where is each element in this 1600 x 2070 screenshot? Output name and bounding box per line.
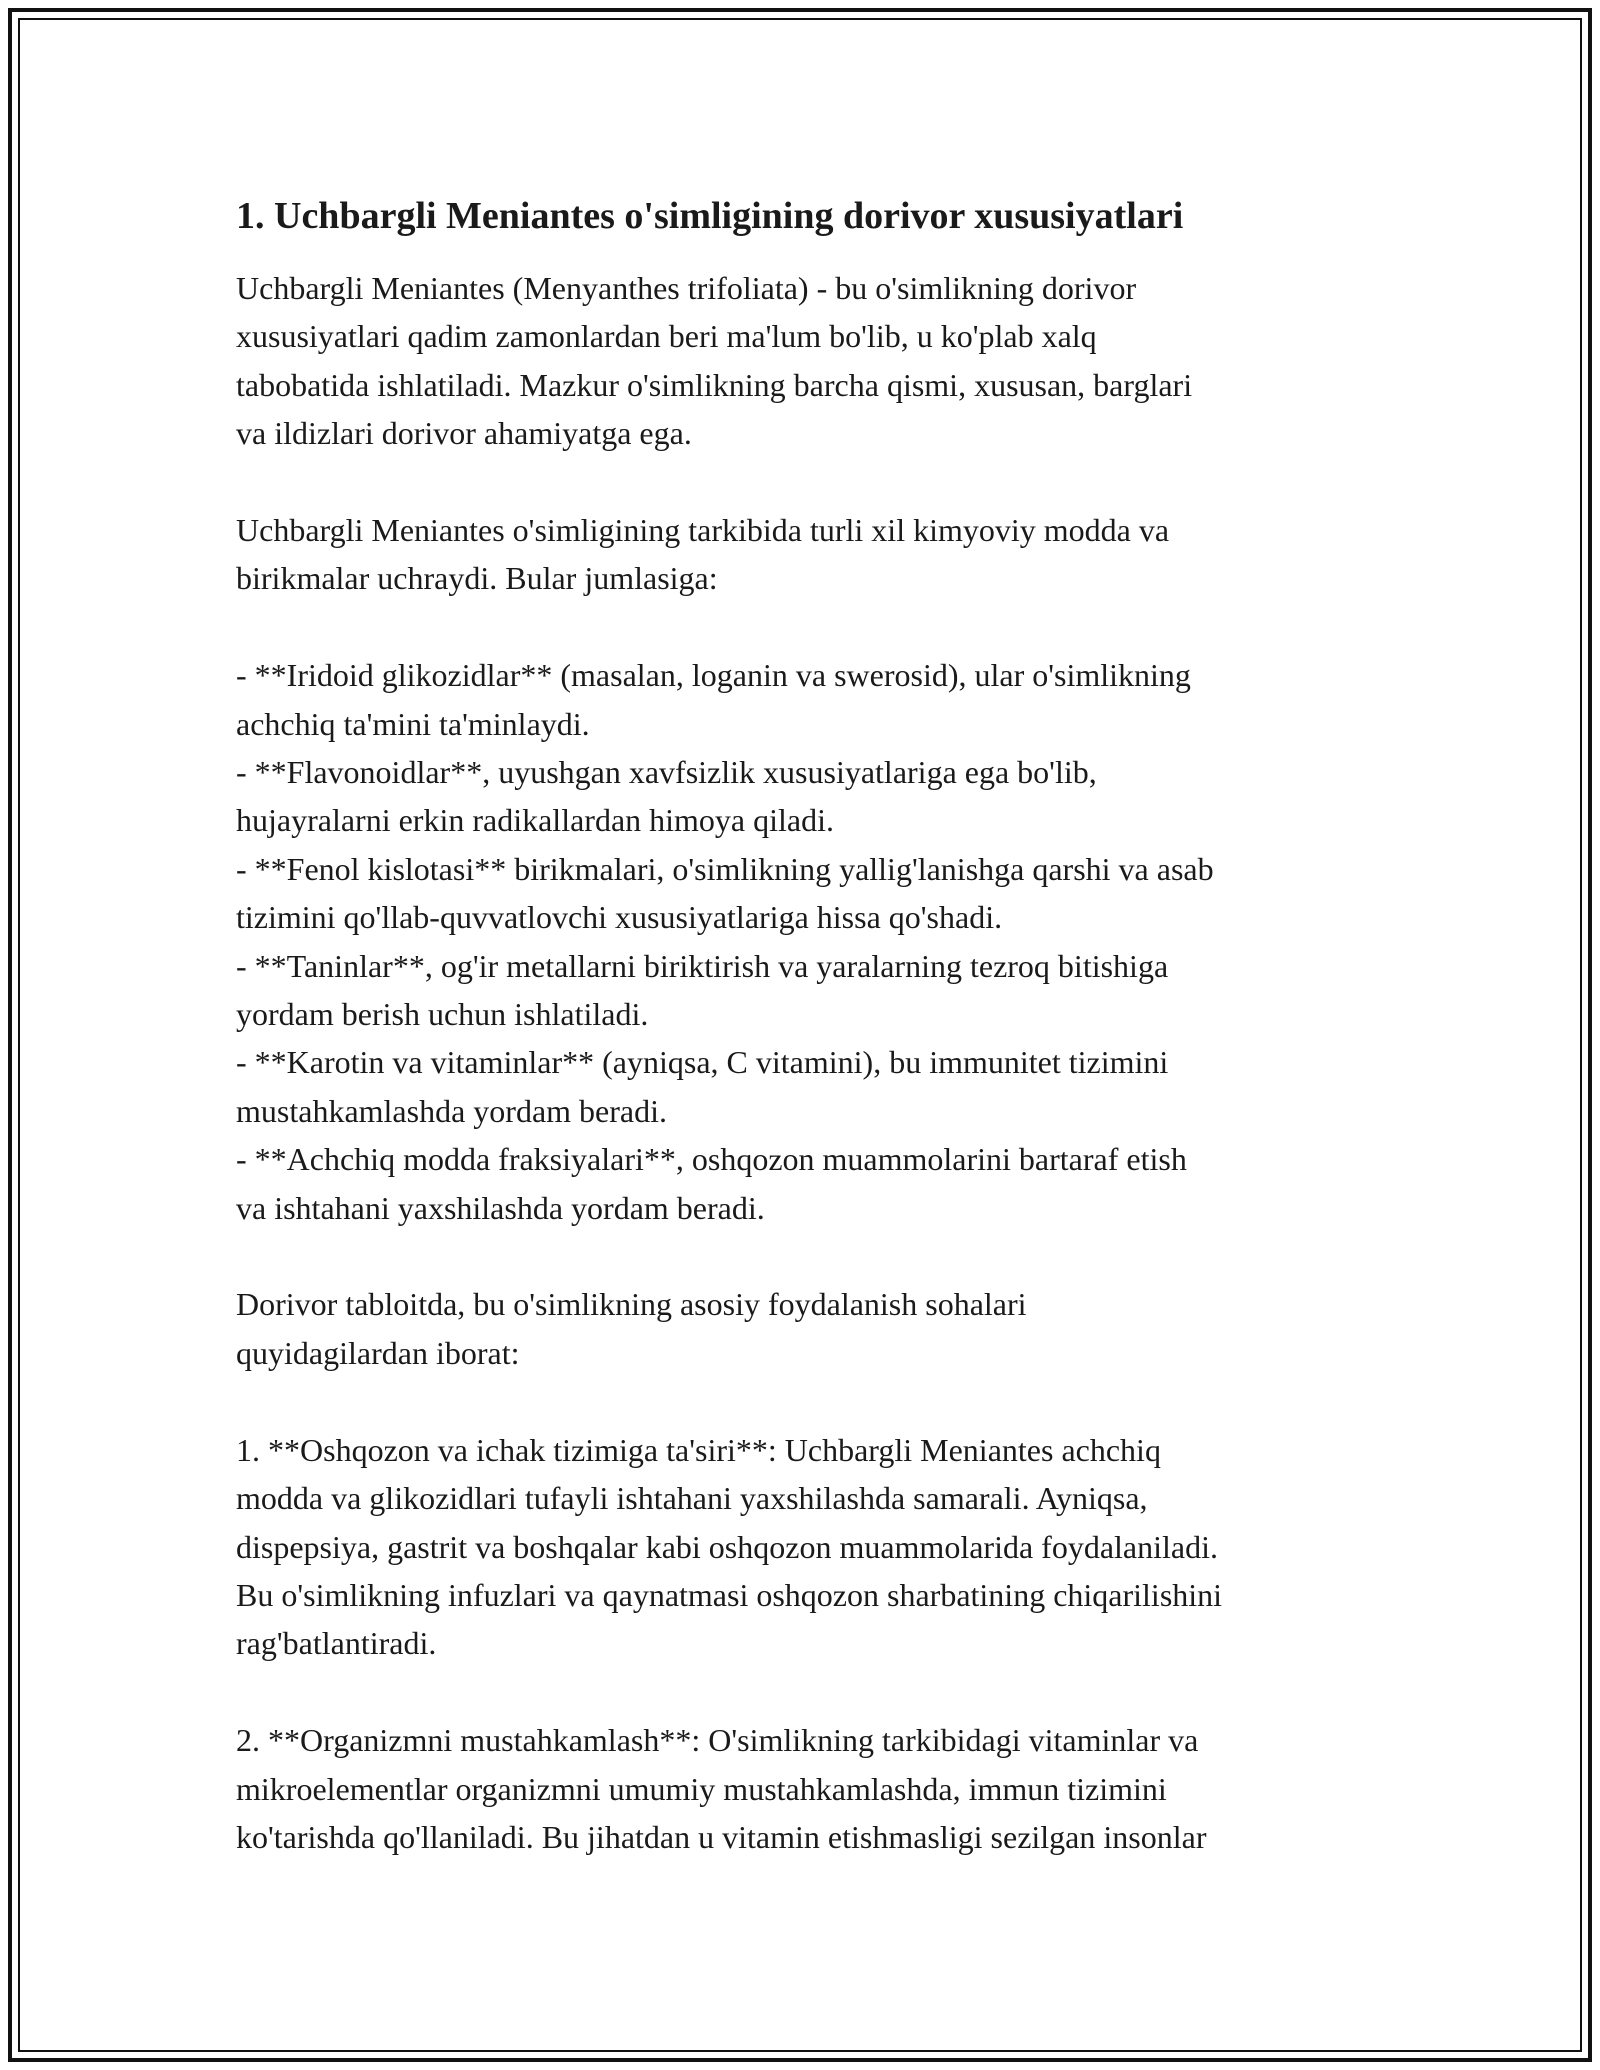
text-line: va ildizlari dorivor ahamiyatga ega. (236, 415, 692, 452)
list-item-line: - **Achchiq modda fraksiyalari**, oshqozon muammolarini bartaraf etish (236, 1141, 1187, 1178)
paragraph-gap (236, 1377, 1376, 1425)
text-line: Uchbargli Meniantes o'simligining tarkibida turli xil kimyoviy modda va (236, 512, 1170, 549)
text-line: Dorivor tabloitda, bu o'simlikning asosiy foydalanish sohalari (236, 1286, 1027, 1323)
text-line: Uchbargli Meniantes (Menyanthes trifoliata) - bu o'simlikning dorivor (236, 270, 1137, 306)
text-line: rag'batlantiradi. (236, 1625, 437, 1662)
list-item-line: - **Taninlar**, og'ir metallarni biriktirish va yaralarning tezroq bitishiga (236, 947, 1169, 984)
components-list (236, 651, 1376, 1232)
uses-intro-paragraph (236, 1280, 1376, 1377)
list-item-line: hujayralarni erkin radikallardan himoya qiladi. (236, 802, 834, 839)
list-item-line: mustahkamlashda yordam beradi. (236, 1092, 667, 1129)
text-line: mikroelementlar organizmni umumiy mustahkamlashda, immun tizimini (236, 1770, 1167, 1807)
composition-intro-paragraph (236, 506, 1376, 603)
paragraph-gap (236, 458, 1376, 506)
text-line: dispepsiya, gastrit va boshqalar kabi oshqozon muammolarida foydalaniladi. (236, 1528, 1218, 1565)
intro-paragraph (236, 264, 1376, 458)
text-line: modda va glikozidlari tufayli ishtahani yaxshilashda samarali. Ayniqsa, (236, 1480, 1148, 1517)
list-item-line: achchiq ta'mini ta'minlaydi. (236, 705, 590, 742)
text-line: 1. **Oshqozon va ichak tizimiga ta'siri**: Uchbargli Meniantes achchiq (236, 1431, 1161, 1468)
use-item-1 (236, 1426, 1376, 1668)
paragraph-gap (236, 1668, 1376, 1716)
text-line: ko'tarishda qo'llaniladi. Bu jihatdan u vitamin etishmasligi sezilgan insonlar (236, 1818, 1207, 1855)
document-title: 1. Uchbargli Meniantes o'simligining dorivor xususiyatlari (236, 195, 1184, 237)
paragraph-gap (236, 603, 1376, 651)
text-line: xususiyatlari qadim zamonlardan beri ma'lum bo'lib, u ko'plab xalq (236, 318, 1097, 355)
text-line: 2. **Organizmni mustahkamlash**: O'simlikning tarkibidagi vitaminlar va (236, 1722, 1199, 1759)
list-item-line: yordam berish uchun ishlatiladi. (236, 996, 649, 1033)
list-item-line: tizimini qo'llab-quvvatlovchi xususiyatlariga hissa qo'shadi. (236, 899, 1003, 936)
document-body (236, 188, 1376, 1861)
list-item-line: - **Fenol kislotasi** birikmalari, o'simlikning yallig'lanishga qarshi va asab (236, 850, 1214, 887)
list-item-line: - **Iridoid glikozidlar** (masalan, loganin va swerosid), ular o'simlikning (236, 657, 1191, 694)
paragraph-gap (236, 1232, 1376, 1280)
use-item-2 (236, 1716, 1376, 1861)
text-line: tabobatida ishlatiladi. Mazkur o'simlikning barcha qismi, xususan, barglari (236, 366, 1193, 403)
list-item-line: - **Flavonoidlar**, uyushgan xavfsizlik xususiyatlariga ega bo'lib, (236, 754, 1097, 791)
text-line: birikmalar uchraydi. Bular jumlasiga: (236, 560, 718, 597)
text-line: quyidagilardan iborat: (236, 1334, 520, 1371)
text-line: Bu o'simlikning infuzlari va qaynatmasi oshqozon sharbatining chiqarilishini (236, 1576, 1223, 1613)
list-item-line: - **Karotin va vitaminlar** (ayniqsa, C vitamini), bu immunitet tizimini (236, 1044, 1169, 1081)
list-item-line: va ishtahani yaxshilashda yordam beradi. (236, 1189, 765, 1226)
